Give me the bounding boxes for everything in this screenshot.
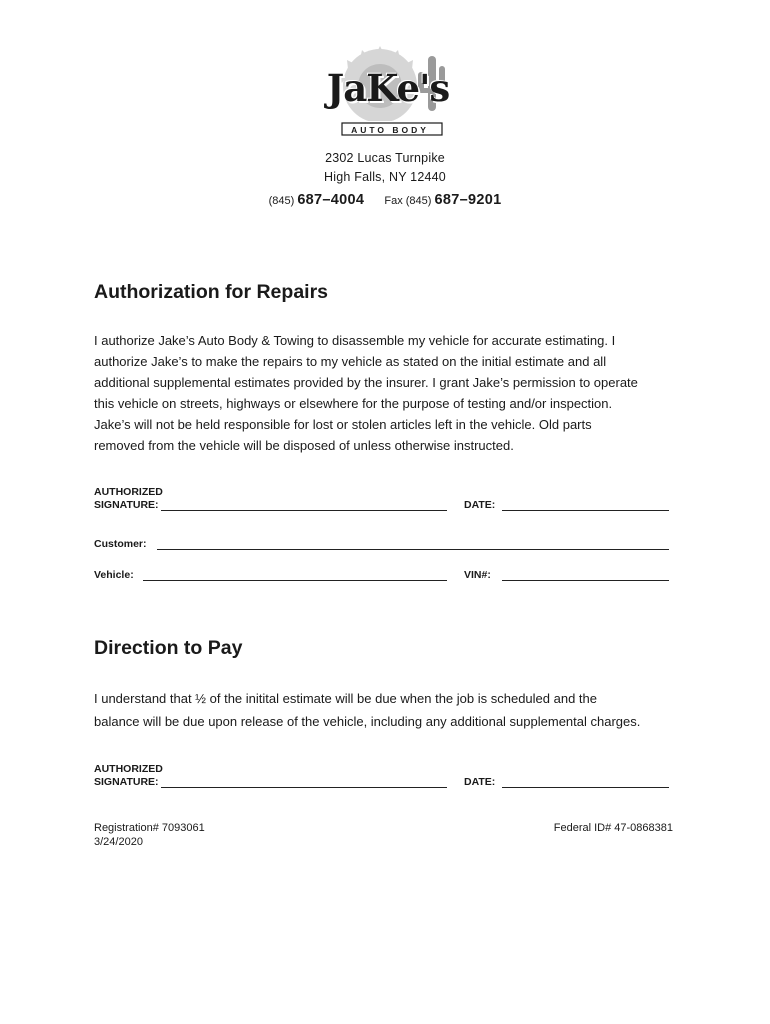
federal-id: Federal ID# 47-0868381 (553, 822, 673, 834)
signature-label: SIGNATURE: (94, 499, 159, 511)
fax-label: Fax (384, 195, 403, 207)
contact-row (0, 192, 770, 208)
company-logo (318, 44, 458, 144)
logo-wordmark: JaKe's (326, 66, 450, 110)
logo-tagline: AUTO BODY (351, 125, 429, 135)
fax-number: 687–9201 (434, 192, 502, 208)
phone-area-code: (845) (268, 195, 295, 207)
direction-line: I understand that ½ of the initital estimate will be due when the job is scheduled and the (94, 691, 597, 706)
registration-number: Registration# 7093061 (94, 822, 205, 834)
document-date: 3/24/2020 (94, 836, 143, 848)
vin-label: VIN#: (464, 569, 491, 581)
date-line[interactable] (502, 787, 669, 788)
vehicle-line[interactable] (143, 580, 447, 581)
authorization-line: removed from the vehicle will be disposed of unless otherwise instructed. (94, 438, 514, 453)
signature-line[interactable] (161, 510, 447, 511)
address-city: High Falls, NY 12440 (324, 170, 446, 184)
direction-line: balance will be due upon release of the vehicle, including any additional supplemental charges. (94, 714, 641, 729)
signature-label-top: AUTHORIZED (94, 486, 163, 498)
customer-label: Customer: (94, 538, 147, 550)
customer-line[interactable] (157, 549, 669, 550)
authorization-line: Jake’s will not be held responsible for lost or stolen articles left in the vehicle. Old parts (94, 417, 592, 432)
date-line[interactable] (502, 510, 669, 511)
phone-number: 687–4004 (297, 192, 365, 208)
authorization-line: I authorize Jake’s Auto Body & Towing to disassemble my vehicle for accurate estimating. I (94, 333, 616, 348)
authorization-line: this vehicle on streets, highways or elsewhere for the purpose of testing and/or inspection. (94, 396, 613, 411)
vin-line[interactable] (502, 580, 669, 581)
signature-label: SIGNATURE: (94, 776, 159, 788)
date-label: DATE: (464, 776, 496, 788)
date-label: DATE: (464, 499, 496, 511)
direction-to-pay-paragraph (94, 687, 694, 733)
direction-to-pay-title: Direction to Pay (94, 637, 243, 659)
authorization-line: authorize Jake’s to make the repairs to my vehicle as stated on the initial estimate and all (94, 354, 607, 369)
authorization-line: additional supplemental estimates provided by the insurer. I grant Jake’s permission to operate (94, 375, 638, 390)
fax-area-code: (845) (405, 195, 432, 207)
signature-line[interactable] (161, 787, 447, 788)
authorization-title: Authorization for Repairs (94, 281, 329, 303)
address-street: 2302 Lucas Turnpike (325, 151, 445, 165)
vehicle-label: Vehicle: (94, 569, 134, 581)
signature-label-top: AUTHORIZED (94, 763, 163, 775)
authorization-paragraph (94, 330, 679, 456)
